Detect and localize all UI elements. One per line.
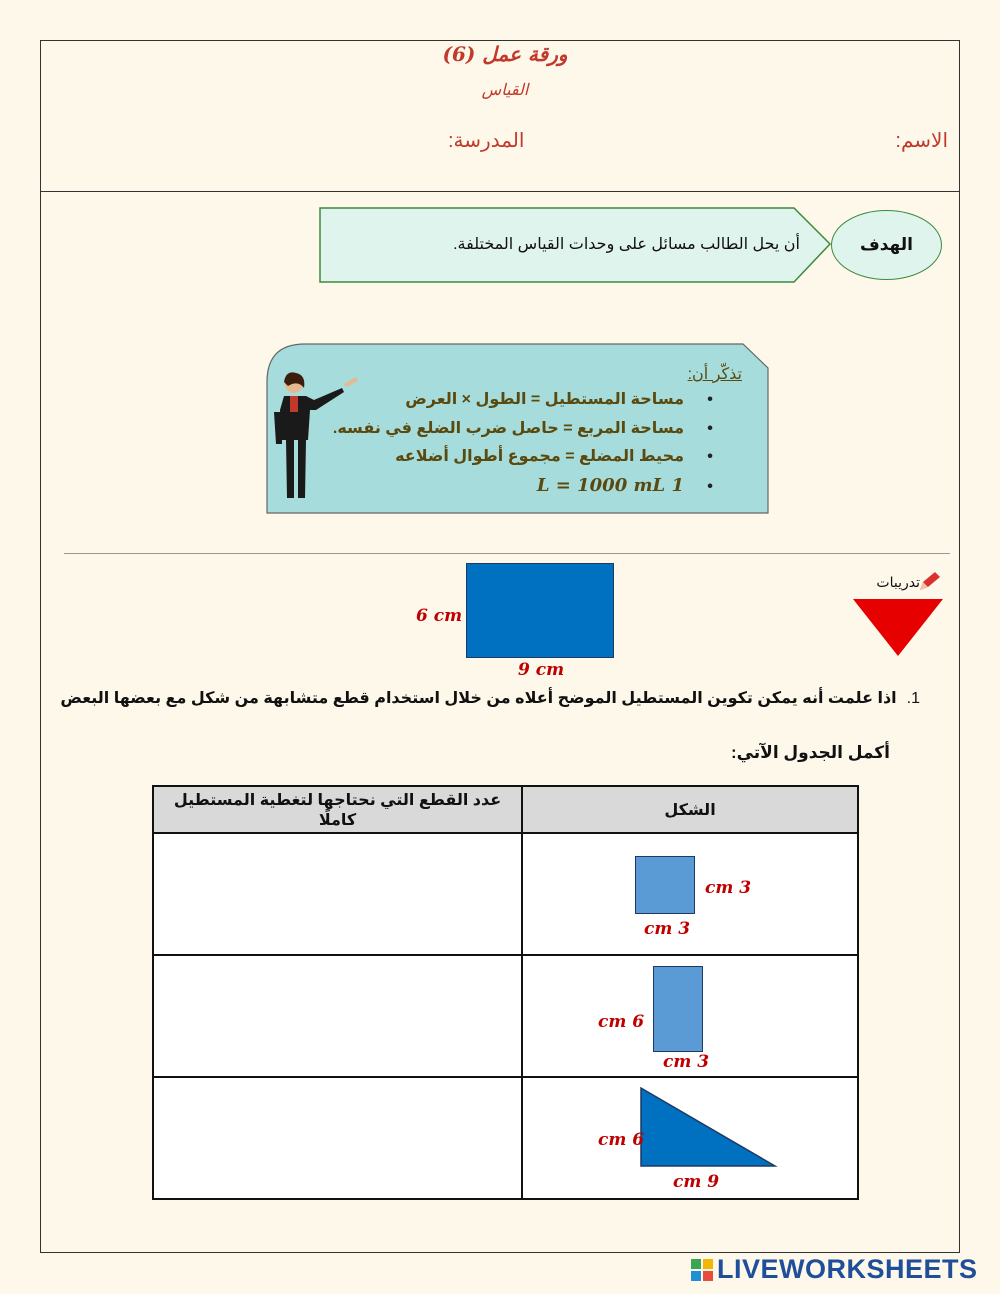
liveworksheets-brand: LIVEWORKSHEETS — [717, 1254, 978, 1284]
square-bottom-label: 3 cm — [644, 919, 691, 939]
main-rectangle — [466, 563, 614, 658]
shape-cell — [522, 833, 858, 955]
exercises-label: تدريبات — [876, 574, 920, 590]
section-divider — [64, 553, 950, 554]
count-answer-cell[interactable] — [153, 1077, 522, 1199]
pencil-icon — [918, 570, 942, 592]
exercises-triangle-icon — [852, 598, 944, 658]
worksheet-subtitle: القياس — [481, 80, 529, 99]
header-count: عدد القطع التي نحتاجها لتغطية المستطيل كاملًا — [153, 786, 522, 833]
header-shape: الشكل — [522, 786, 858, 833]
pieces-table — [152, 785, 859, 1200]
triangle-bottom-label: 9 cm — [673, 1172, 720, 1192]
question-1 — [60, 688, 920, 708]
instruction-text: أكمل الجدول الآتي: — [730, 743, 890, 762]
rectangle-bottom-label: 3 cm — [663, 1052, 710, 1072]
count-answer-cell[interactable] — [153, 955, 522, 1077]
reminder-item: • مساحة المربع = حاصل ضرب الضلع في نفسه. — [300, 415, 720, 444]
goal-text: أن يحل الطالب مسائل على وحدات القياس المختلفة. — [453, 236, 800, 253]
main-rect-width-label: 9 cm — [518, 660, 565, 680]
question-number: 1. — [906, 690, 920, 707]
shape-cell — [522, 1077, 858, 1199]
table-header-row — [153, 786, 858, 833]
square-shape — [635, 856, 695, 914]
rectangle-side-label: 6 cm — [598, 1012, 645, 1032]
main-rect-height-label: 6 cm — [416, 606, 463, 626]
triangle-side-label: 6 cm — [598, 1130, 645, 1150]
header-divider — [40, 191, 960, 192]
liveworksheets-logo — [690, 1254, 978, 1285]
triangle-shape — [639, 1086, 779, 1168]
question-text: اذا علمت أنه يمكن تكوين المستطيل الموضح أعلاه من خلال استخدام قطع متشابهة من شكل مع بعضها البعض — [60, 690, 897, 707]
table-row — [153, 955, 858, 1077]
reminder-item: • مساحة المستطيل = الطول × العرض — [300, 386, 720, 415]
reminder-item: • محيط المضلع = مجموع أطوال أضلاعه — [300, 443, 720, 472]
worksheet-title: ورقة عمل (6) — [442, 42, 568, 66]
reminder-formula: 1 L = 1000 mL — [536, 474, 684, 496]
name-label: الاسم: — [895, 130, 948, 152]
square-side-label: 3 cm — [705, 878, 752, 898]
shape-cell — [522, 955, 858, 1077]
school-label: المدرسة: — [448, 130, 525, 152]
teacher-illustration — [272, 370, 367, 505]
table-row — [153, 833, 858, 955]
count-answer-cell[interactable] — [153, 833, 522, 955]
table-row — [153, 1077, 858, 1199]
liveworksheets-logo-icon — [690, 1258, 714, 1282]
goal-label: الهدف — [831, 210, 942, 280]
reminder-title: تذكّر أن: — [687, 366, 742, 383]
rectangle-shape — [653, 966, 703, 1052]
